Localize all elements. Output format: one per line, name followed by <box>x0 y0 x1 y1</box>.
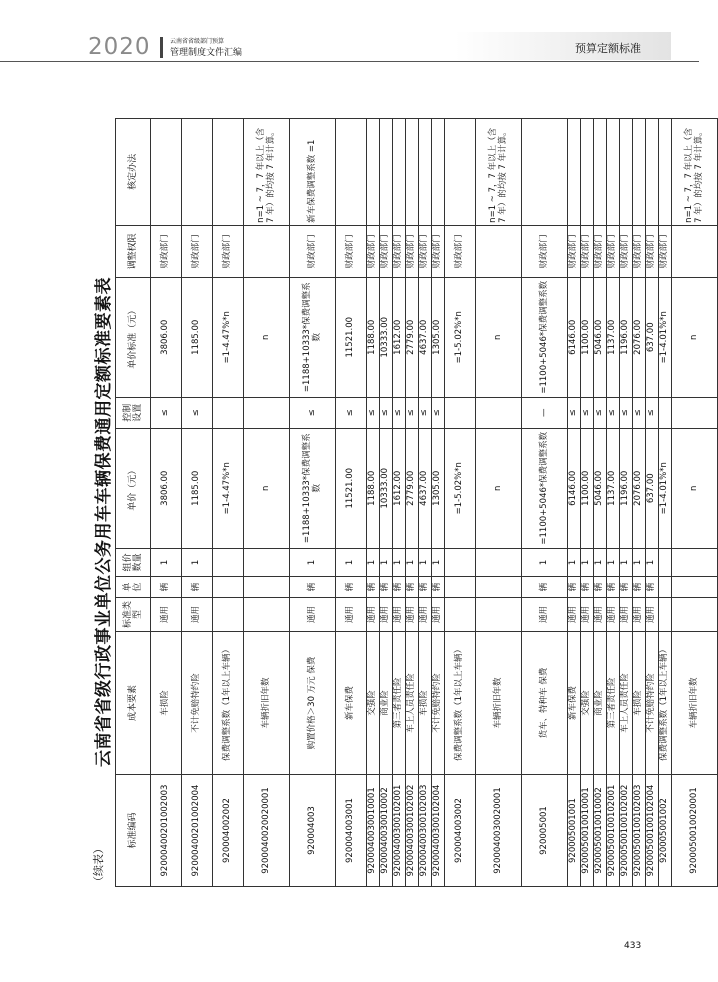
cell-code: 9200040020020001 <box>244 775 290 887</box>
cell-standard: 1196.00 <box>620 277 633 397</box>
cell-control: ≤ <box>607 397 620 428</box>
cell-type: 通用 <box>290 598 336 632</box>
cell-authority: 财政部门 <box>151 225 182 277</box>
cell-qty: 1 <box>290 548 336 577</box>
table-row <box>419 119 432 887</box>
cell-price: 1100.00 <box>581 428 594 548</box>
table-row <box>393 119 406 887</box>
cell-code: 9200040030010002 <box>380 775 393 887</box>
header-element: 成本要素 <box>116 631 151 774</box>
quota-table <box>115 118 718 887</box>
cell-code: 92000400300102004 <box>432 775 445 887</box>
table-row <box>336 119 367 887</box>
cell-unit: 辆 <box>406 577 419 598</box>
cell-standard: 10333.00 <box>380 277 393 397</box>
cell-authority: 财政部门 <box>432 225 445 277</box>
cell-qty: 1 <box>406 548 419 577</box>
cell-code: 920004002002 <box>213 775 244 887</box>
header-divider <box>160 37 163 58</box>
cell-authority: 财政部门 <box>594 225 607 277</box>
cell-price: 637.00 <box>646 428 659 548</box>
cell-type: 通用 <box>633 598 646 632</box>
cell-standard: 1137.00 <box>607 277 620 397</box>
cell-code: 9200040030020001 <box>476 775 522 887</box>
cell-authority <box>244 225 290 277</box>
cell-method <box>151 119 182 226</box>
cell-method: n=1 ~ 7，7 年以上（含 7 年）的均按 7 年计算。 <box>672 119 718 226</box>
cell-qty <box>476 548 522 577</box>
page-header <box>0 0 699 62</box>
page-number: 433 <box>624 941 642 951</box>
cell-method <box>406 119 419 226</box>
cell-qty: 1 <box>151 548 182 577</box>
cell-standard: =1-4.47%*n <box>213 277 244 397</box>
cell-type: 通用 <box>522 598 568 632</box>
table-row <box>367 119 380 887</box>
cell-type: 通用 <box>432 598 445 632</box>
header-authority: 调整权限 <box>116 225 151 277</box>
cell-standard: 11521.00 <box>336 277 367 397</box>
cell-method: 新车保费调整系数 =1 <box>290 119 336 226</box>
cell-type: 通用 <box>367 598 380 632</box>
cell-type: 通用 <box>620 598 633 632</box>
cell-element: 车辆折旧年数 <box>476 631 522 774</box>
cell-authority: 财政部门 <box>419 225 432 277</box>
cell-standard: 6146.00 <box>568 277 581 397</box>
cell-code: 920004003001 <box>336 775 367 887</box>
cell-type: 通用 <box>182 598 213 632</box>
cell-control: ≤ <box>182 397 213 428</box>
cell-standard: 1305.00 <box>432 277 445 397</box>
cell-element: 不计免赔特约险 <box>646 631 659 774</box>
cell-qty: 1 <box>367 548 380 577</box>
table-row <box>432 119 445 887</box>
table-body <box>151 119 718 887</box>
cell-qty: 1 <box>633 548 646 577</box>
cell-standard: 2779.00 <box>406 277 419 397</box>
cell-qty: 1 <box>646 548 659 577</box>
cell-control: ≤ <box>633 397 646 428</box>
cell-standard: 1188.00 <box>367 277 380 397</box>
cell-type <box>213 598 244 632</box>
cell-qty <box>445 548 476 577</box>
cell-price: 3806.00 <box>151 428 182 548</box>
header-code: 标准编码 <box>116 775 151 887</box>
cell-control: ≤ <box>406 397 419 428</box>
cell-element: 车损险 <box>419 631 432 774</box>
cell-unit: 辆 <box>393 577 406 598</box>
cell-unit: 辆 <box>182 577 213 598</box>
cell-control <box>445 397 476 428</box>
cell-method <box>646 119 659 226</box>
cell-price: 4637.00 <box>419 428 432 548</box>
cell-method <box>445 119 476 226</box>
cell-control: ≤ <box>290 397 336 428</box>
cell-unit <box>659 577 672 598</box>
cell-standard: 637.00 <box>646 277 659 397</box>
cell-code: 9200050010020001 <box>672 775 718 887</box>
cell-control: — <box>522 397 568 428</box>
cell-unit <box>244 577 290 598</box>
cell-qty: 1 <box>568 548 581 577</box>
cell-authority: 财政部门 <box>182 225 213 277</box>
cell-method <box>213 119 244 226</box>
cell-unit <box>445 577 476 598</box>
cell-method <box>432 119 445 226</box>
cell-standard: 5046.00 <box>594 277 607 397</box>
table-row <box>476 119 522 887</box>
cell-element: 不计免赔特约险 <box>432 631 445 774</box>
cell-type: 通用 <box>406 598 419 632</box>
cell-standard: 4637.00 <box>419 277 432 397</box>
cell-method <box>336 119 367 226</box>
cell-qty: 1 <box>581 548 594 577</box>
table-row <box>581 119 594 887</box>
cell-qty: 1 <box>182 548 213 577</box>
cell-authority <box>672 225 718 277</box>
cell-price: =1-4.47%*n <box>213 428 244 548</box>
header-section-title: 预算定额标准 <box>575 42 641 55</box>
cell-element: 购置价格＞30 万元 保费 <box>290 631 336 774</box>
cell-code: 92000500100102003 <box>633 775 646 887</box>
cell-standard: 2076.00 <box>633 277 646 397</box>
cell-type: 通用 <box>646 598 659 632</box>
cell-method <box>620 119 633 226</box>
cell-qty: 1 <box>522 548 568 577</box>
cell-code: 92000400300102001 <box>393 775 406 887</box>
cell-control: ≤ <box>419 397 432 428</box>
cell-control: ≤ <box>393 397 406 428</box>
cell-code: 92000500100102002 <box>620 775 633 887</box>
cell-qty <box>244 548 290 577</box>
cell-method <box>659 119 672 226</box>
cell-code: 92000400201002004 <box>182 775 213 887</box>
cell-unit: 辆 <box>290 577 336 598</box>
cell-authority: 财政部门 <box>367 225 380 277</box>
cell-method: n=1 ~ 7，7 年以上（含 7 年）的均按 7 年计算。 <box>244 119 290 226</box>
table-row <box>568 119 581 887</box>
cell-unit: 辆 <box>607 577 620 598</box>
cell-control: ≤ <box>380 397 393 428</box>
cell-price: 11521.00 <box>336 428 367 548</box>
cell-unit: 辆 <box>151 577 182 598</box>
cell-element: 车辆折旧年数 <box>672 631 718 774</box>
header-unit: 单位 <box>116 577 151 598</box>
cell-authority: 财政部门 <box>336 225 367 277</box>
cell-authority: 财政部门 <box>393 225 406 277</box>
cell-qty <box>672 548 718 577</box>
cell-element: 保费调整系数（1年以上车辆） <box>213 631 244 774</box>
cell-price: n <box>476 428 522 548</box>
table-row <box>633 119 646 887</box>
continued-label: （续表） <box>92 843 105 887</box>
header-year: 2020 <box>88 34 151 60</box>
table-header-row <box>116 119 151 887</box>
table-row <box>659 119 672 887</box>
cell-unit: 辆 <box>646 577 659 598</box>
cell-standard: =1100+5046*保费调整系数 <box>522 277 568 397</box>
cell-unit: 辆 <box>367 577 380 598</box>
cell-element: 车损险 <box>633 631 646 774</box>
cell-authority: 财政部门 <box>633 225 646 277</box>
cell-code: 920004003002 <box>445 775 476 887</box>
cell-qty <box>659 548 672 577</box>
cell-qty: 1 <box>607 548 620 577</box>
header-rule <box>0 61 699 62</box>
cell-type: 通用 <box>581 598 594 632</box>
cell-unit: 辆 <box>620 577 633 598</box>
cell-method <box>581 119 594 226</box>
cell-price: 1137.00 <box>607 428 620 548</box>
cell-authority: 财政部门 <box>581 225 594 277</box>
cell-code: 92000500100102001 <box>607 775 620 887</box>
cell-unit: 辆 <box>522 577 568 598</box>
table-row <box>672 119 718 887</box>
cell-type: 通用 <box>336 598 367 632</box>
cell-control <box>659 397 672 428</box>
cell-code: 92000400300102003 <box>419 775 432 887</box>
cell-control <box>244 397 290 428</box>
header-type: 标准类型 <box>116 598 151 632</box>
cell-standard: 1185.00 <box>182 277 213 397</box>
cell-authority: 财政部门 <box>290 225 336 277</box>
cell-type <box>672 598 718 632</box>
cell-standard: n <box>672 277 718 397</box>
cell-price: =1-4.01%*n <box>659 428 672 548</box>
cell-unit: 辆 <box>633 577 646 598</box>
cell-qty: 1 <box>336 548 367 577</box>
cell-price: n <box>244 428 290 548</box>
cell-standard: =1188+10333*保费调整系数 <box>290 277 336 397</box>
cell-standard: n <box>476 277 522 397</box>
table-row <box>620 119 633 887</box>
cell-control <box>213 397 244 428</box>
cell-price: =1188+10333*保费调整系数 <box>290 428 336 548</box>
cell-control: ≤ <box>336 397 367 428</box>
table-row <box>594 119 607 887</box>
cell-authority: 财政部门 <box>213 225 244 277</box>
cell-element: 交强险 <box>581 631 594 774</box>
cell-type: 通用 <box>151 598 182 632</box>
cell-control: ≤ <box>151 397 182 428</box>
cell-authority: 财政部门 <box>380 225 393 277</box>
header-method: 核定办法 <box>116 119 151 226</box>
cell-price: 1196.00 <box>620 428 633 548</box>
header-subtitle-bottom: 管理制度文件汇编 <box>170 48 243 58</box>
cell-qty: 1 <box>380 548 393 577</box>
table-row <box>646 119 659 887</box>
cell-code: 9200050010010001 <box>581 775 594 887</box>
table-row <box>151 119 182 887</box>
cell-price: 5046.00 <box>594 428 607 548</box>
header-qty: 组价数量 <box>116 548 151 577</box>
cell-method <box>367 119 380 226</box>
cell-qty: 1 <box>620 548 633 577</box>
cell-code: 92000400201002003 <box>151 775 182 887</box>
cell-standard: =1-4.01%*n <box>659 277 672 397</box>
cell-element: 车损险 <box>151 631 182 774</box>
cell-method <box>594 119 607 226</box>
cell-code: 9200040030010001 <box>367 775 380 887</box>
cell-qty: 1 <box>594 548 607 577</box>
table-row <box>607 119 620 887</box>
cell-method <box>633 119 646 226</box>
cell-element: 第三者责任险 <box>393 631 406 774</box>
cell-price: 1612.00 <box>393 428 406 548</box>
cell-element: 商业险 <box>380 631 393 774</box>
cell-method <box>568 119 581 226</box>
header-price: 单价（元） <box>116 428 151 548</box>
cell-type <box>476 598 522 632</box>
cell-element: 不计免赔特约险 <box>182 631 213 774</box>
cell-element: 第三者责任险 <box>607 631 620 774</box>
cell-price: n <box>672 428 718 548</box>
rotated-content <box>90 118 704 887</box>
cell-method <box>522 119 568 226</box>
cell-code: 9200050010010002 <box>594 775 607 887</box>
cell-price: 10333.00 <box>380 428 393 548</box>
cell-element: 车上人员责任险 <box>406 631 419 774</box>
cell-price: 1305.00 <box>432 428 445 548</box>
cell-unit: 辆 <box>419 577 432 598</box>
rotated-page <box>90 118 704 887</box>
cell-code: 920005001 <box>522 775 568 887</box>
cell-price: 1188.00 <box>367 428 380 548</box>
cell-authority: 财政部门 <box>646 225 659 277</box>
cell-qty: 1 <box>419 548 432 577</box>
cell-code: 920005001002 <box>659 775 672 887</box>
cell-standard: n <box>244 277 290 397</box>
cell-element: 车上人员责任险 <box>620 631 633 774</box>
cell-authority: 财政部门 <box>659 225 672 277</box>
cell-element: 交强险 <box>367 631 380 774</box>
cell-type <box>445 598 476 632</box>
table-row <box>445 119 476 887</box>
cell-qty <box>213 548 244 577</box>
cell-method: n=1 ~ 7，7 年以上（含 7 年）的均按 7 年计算。 <box>476 119 522 226</box>
cell-control: ≤ <box>594 397 607 428</box>
cell-authority: 财政部门 <box>620 225 633 277</box>
cell-authority: 财政部门 <box>568 225 581 277</box>
header-subtitle-top: 云南省省级部门预算 <box>170 38 225 45</box>
cell-unit: 辆 <box>336 577 367 598</box>
cell-unit <box>476 577 522 598</box>
cell-price: 2779.00 <box>406 428 419 548</box>
cell-qty: 1 <box>393 548 406 577</box>
cell-element: 新车保费 <box>568 631 581 774</box>
cell-price: =1100+5046*保费调整系数 <box>522 428 568 548</box>
cell-control: ≤ <box>646 397 659 428</box>
cell-price: 6146.00 <box>568 428 581 548</box>
table-row <box>182 119 213 887</box>
cell-standard: 1100.00 <box>581 277 594 397</box>
cell-method <box>182 119 213 226</box>
table-row <box>213 119 244 887</box>
cell-type: 通用 <box>419 598 432 632</box>
cell-code: 92000500100102004 <box>646 775 659 887</box>
cell-type: 通用 <box>380 598 393 632</box>
cell-standard: 3806.00 <box>151 277 182 397</box>
cell-unit <box>213 577 244 598</box>
cell-authority: 财政部门 <box>406 225 419 277</box>
cell-element: 货车、特种车 保费 <box>522 631 568 774</box>
cell-control: ≤ <box>568 397 581 428</box>
cell-type: 通用 <box>607 598 620 632</box>
cell-control <box>672 397 718 428</box>
cell-unit: 辆 <box>594 577 607 598</box>
cell-element: 保费调整系数（1年以上车辆） <box>659 631 672 774</box>
cell-unit: 辆 <box>380 577 393 598</box>
cell-price: 2076.00 <box>633 428 646 548</box>
cell-control <box>476 397 522 428</box>
cell-control: ≤ <box>367 397 380 428</box>
cell-qty: 1 <box>432 548 445 577</box>
cell-authority <box>476 225 522 277</box>
cell-standard: 1612.00 <box>393 277 406 397</box>
cell-element: 新车保费 <box>336 631 367 774</box>
table-row <box>290 119 336 887</box>
cell-type <box>244 598 290 632</box>
cell-element: 商业险 <box>594 631 607 774</box>
cell-authority: 财政部门 <box>522 225 568 277</box>
table-row <box>406 119 419 887</box>
cell-type: 通用 <box>594 598 607 632</box>
table-row <box>522 119 568 887</box>
cell-control: ≤ <box>620 397 633 428</box>
cell-method <box>607 119 620 226</box>
cell-element: 保费调整系数（1年以上车辆） <box>445 631 476 774</box>
table-title: 云南省省级行政事业单位公务用车车辆保费通用定额标准要素表 <box>94 277 114 767</box>
cell-type: 通用 <box>393 598 406 632</box>
cell-method <box>380 119 393 226</box>
cell-method <box>393 119 406 226</box>
cell-unit: 辆 <box>568 577 581 598</box>
cell-method <box>419 119 432 226</box>
cell-control: ≤ <box>432 397 445 428</box>
cell-authority: 财政部门 <box>445 225 476 277</box>
cell-standard: =1-5.02%*n <box>445 277 476 397</box>
cell-type <box>659 598 672 632</box>
cell-code: 920005001001 <box>568 775 581 887</box>
cell-unit: 辆 <box>432 577 445 598</box>
cell-code: 920004003 <box>290 775 336 887</box>
cell-code: 92000400300102002 <box>406 775 419 887</box>
cell-unit: 辆 <box>581 577 594 598</box>
table-row <box>244 119 290 887</box>
cell-element: 车辆折旧年数 <box>244 631 290 774</box>
cell-control: ≤ <box>581 397 594 428</box>
header-control: 控制设置 <box>116 397 151 428</box>
cell-authority: 财政部门 <box>607 225 620 277</box>
cell-price: 1185.00 <box>182 428 213 548</box>
cell-unit <box>672 577 718 598</box>
table-row <box>380 119 393 887</box>
cell-price: =1-5.02%*n <box>445 428 476 548</box>
header-standard: 单价标准（元） <box>116 277 151 397</box>
cell-type: 通用 <box>568 598 581 632</box>
